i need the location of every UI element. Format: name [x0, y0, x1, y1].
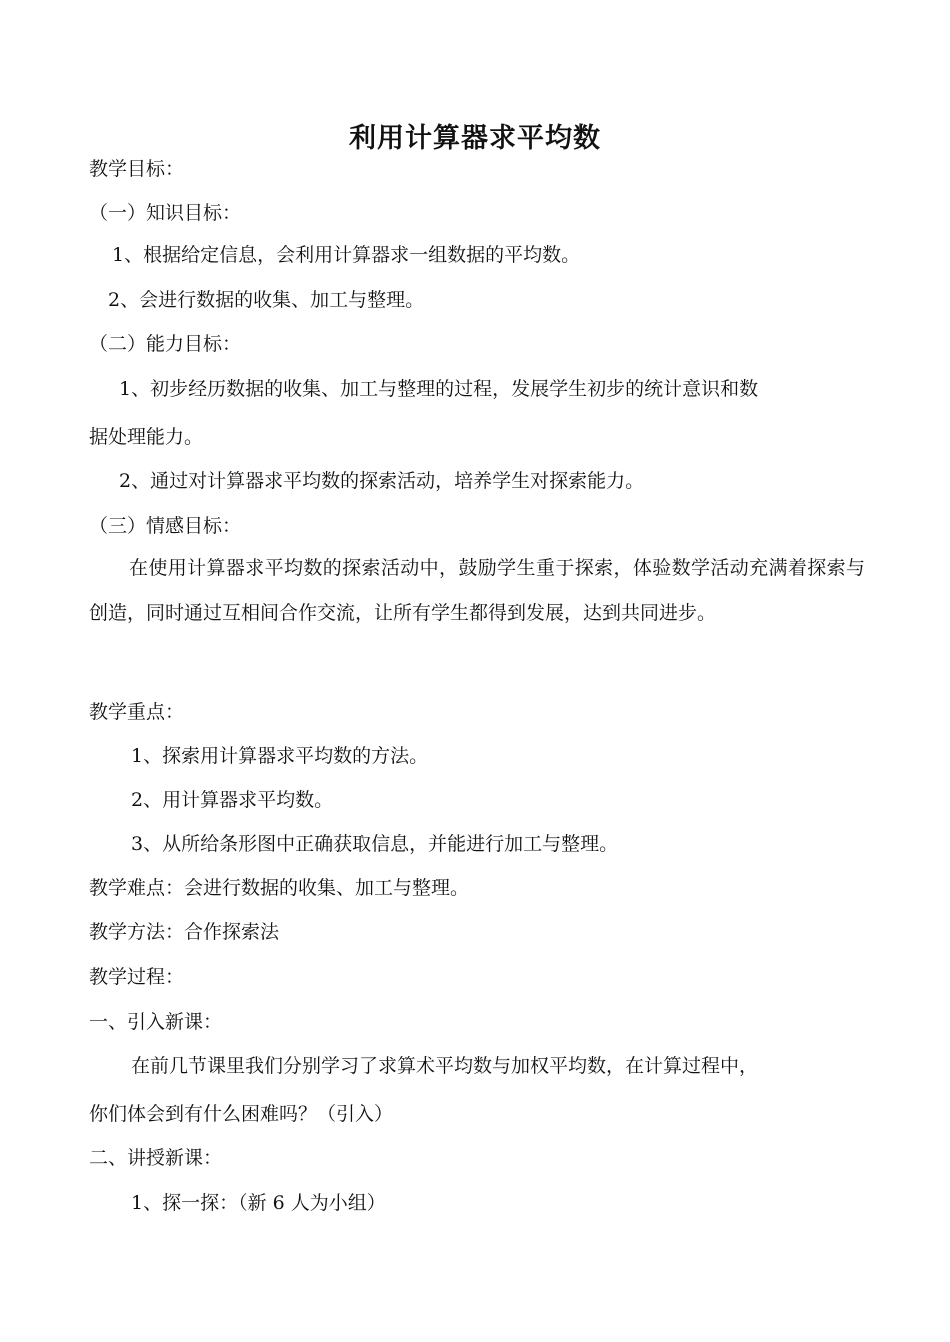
emotion-objectives-paragraph: 在使用计算器求平均数的探索活动中，鼓励学生重于探索，体验数学活动充满着探索与创造，同时通过互相间合作交流，让所有学生都得到发展，达到共同进步。 [89, 557, 865, 624]
knowledge-objective-1: 1、根据给定信息，会利用计算器求一组数据的平均数。 [112, 244, 581, 266]
key-point-3: 3、从所给条形图中正确获取信息，并能进行加工与整理。 [131, 833, 619, 855]
ability-objectives-heading: （二）能力目标： [89, 333, 242, 355]
knowledge-objectives-heading: （一）知识目标： [89, 202, 242, 224]
explore-item-1: 1、探一探：（新 6 人为小组） [131, 1192, 386, 1214]
ability-objective-2: 2、通过对计算器求平均数的探索活动，培养学生对探索能力。 [119, 470, 645, 492]
intro-heading: 一、引入新课： [89, 1011, 223, 1033]
teaching-method: 教学方法：合作探索法 [89, 921, 280, 943]
new-lesson-heading: 二、讲授新课： [89, 1147, 223, 1169]
intro-paragraph-line1: 在前几节课里我们分别学习了求算术平均数与加权平均数，在计算过程中， [131, 1055, 759, 1077]
key-points-heading: 教学重点： [89, 701, 185, 723]
emotion-objectives-heading: （三）情感目标： [89, 515, 242, 537]
document-title: 利用计算器求平均数 [349, 123, 601, 154]
objectives-heading: 教学目标： [89, 158, 185, 180]
ability-objective-1-line2: 据处理能力。 [89, 426, 204, 448]
process-heading: 教学过程： [89, 966, 185, 988]
knowledge-objective-2: 2、会进行数据的收集、加工与整理。 [108, 289, 425, 311]
ability-objective-1-line1: 1、初步经历数据的收集、加工与整理的过程，发展学生初步的统计意识和数 [119, 378, 759, 400]
intro-paragraph-line2: 你们体会到有什么困难吗？（引入） [89, 1103, 394, 1125]
teaching-difficulty: 教学难点：会进行数据的收集、加工与整理。 [89, 877, 470, 899]
key-point-1: 1、探索用计算器求平均数的方法。 [131, 745, 429, 767]
key-point-2: 2、用计算器求平均数。 [131, 789, 334, 811]
